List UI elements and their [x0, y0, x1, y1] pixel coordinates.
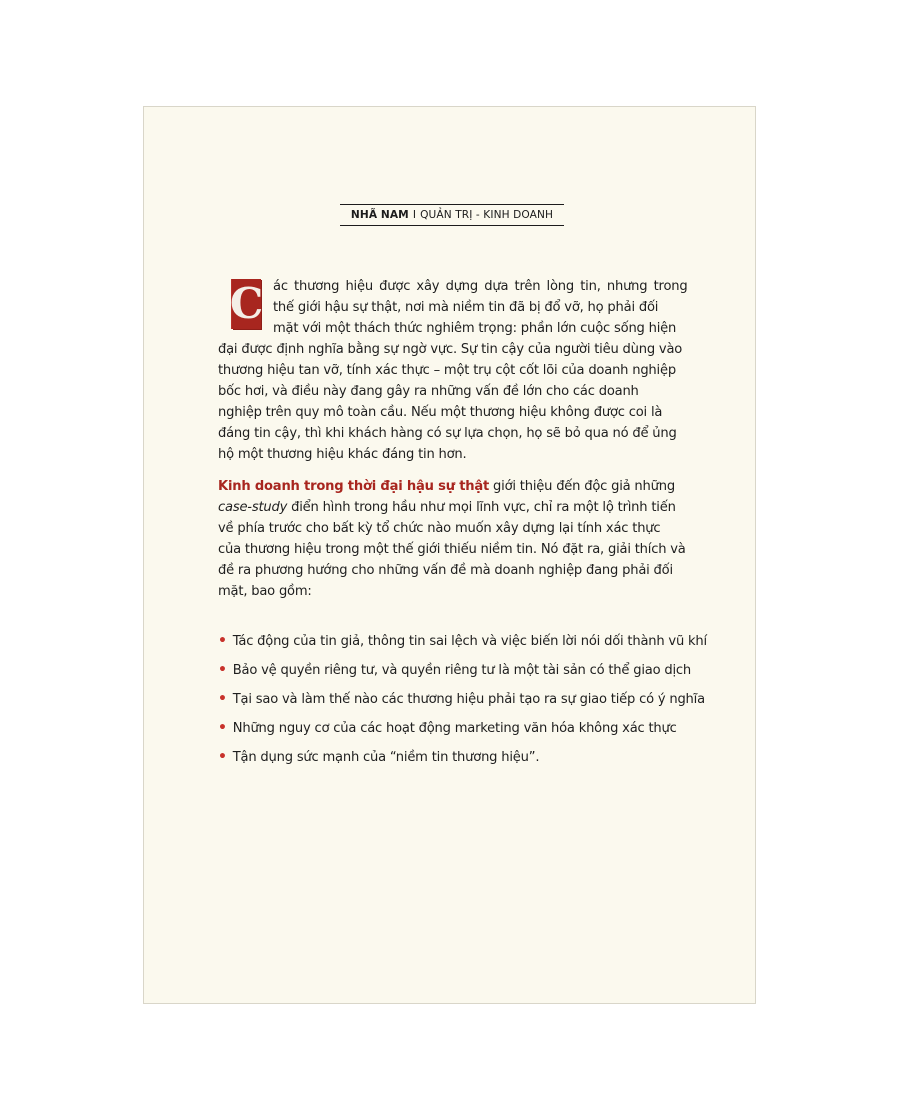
- intro-line: ác thương hiệu được xây dựng dựa trên lòng tin, nhưng trong: [273, 279, 688, 294]
- publisher-header: [340, 204, 564, 226]
- bullet-list: [218, 627, 707, 772]
- bullet-icon: •: [218, 633, 227, 649]
- description-text: [218, 275, 707, 772]
- bullet-icon: •: [218, 749, 227, 765]
- intro-line: đáng tin cậy, thì khi khách hàng có sự lựa chọn, họ sẽ bỏ qua nó để ủng: [218, 426, 677, 441]
- paragraph-line: case-study điển hình trong hầu như mọi lĩnh vực, chỉ ra một lộ trình tiến: [218, 500, 676, 515]
- bullet-icon: •: [218, 691, 227, 707]
- book-back-cover: [143, 106, 756, 1004]
- paragraph-line: của thương hiệu trong một thế giới thiếu niềm tin. Nó đặt ra, giải thích và: [218, 542, 686, 557]
- list-item: • Những nguy cơ của các hoạt động marketing văn hóa không xác thực: [218, 714, 687, 743]
- intro-line: bốc hơi, và điều này đang gây ra những vấn đề lớn cho các doanh: [218, 384, 639, 399]
- intro-line: mặt với một thách thức nghiêm trọng: phần lớn cuộc sống hiện: [273, 321, 677, 336]
- paragraph-line: mặt, bao gồm:: [218, 584, 312, 599]
- list-item: • Bảo vệ quyền riêng tư, và quyền riêng tư là một tài sản có thể giao dịch: [218, 656, 687, 685]
- list-item: • Tại sao và làm thế nào các thương hiệu phải tạo ra sự giao tiếp có ý nghĩa: [218, 685, 687, 714]
- bullet-icon: •: [218, 662, 227, 678]
- header-separator: I: [412, 209, 417, 221]
- paragraph-line: đề ra phương hướng cho những vấn đề mà doanh nghiệp đang phải đối: [218, 563, 673, 578]
- intro-paragraph: [218, 275, 687, 467]
- italic-term: case-study: [218, 500, 288, 515]
- intro-line: nghiệp trên quy mô toàn cầu. Nếu một thương hiệu không được coi là: [218, 405, 663, 420]
- list-item: • Tác động của tin giả, thông tin sai lệch và việc biến lời nói dối thành vũ khí: [218, 627, 687, 656]
- intro-line: thương hiệu tan vỡ, tính xác thực – một trụ cột cốt lõi của doanh nghiệp: [218, 363, 676, 378]
- intro-line: hộ một thương hiệu khác đáng tin hơn.: [218, 447, 467, 462]
- paragraph-line: về phía trước cho bất kỳ tổ chức nào muốn xây dựng lại tính xác thực: [218, 521, 661, 536]
- paragraph-line: Kinh doanh trong thời đại hậu sự thật giới thiệu đến độc giả những: [218, 479, 675, 494]
- second-paragraph: [218, 475, 687, 613]
- header-category: QUẢN TRỊ - KINH DOANH: [420, 209, 554, 221]
- list-item: • Tận dụng sức mạnh của “niềm tin thương hiệu”.: [218, 743, 687, 772]
- book-title: Kinh doanh trong thời đại hậu sự thật: [218, 479, 490, 494]
- bullet-icon: •: [218, 720, 227, 736]
- intro-line: đại được định nghĩa bằng sự ngờ vực. Sự tin cậy của người tiêu dùng vào: [218, 342, 683, 357]
- publisher-brand: NHÃ NAM: [350, 209, 409, 221]
- drop-cap: C: [229, 279, 264, 328]
- intro-line: thế giới hậu sự thật, nơi mà niềm tin đã bị đổ vỡ, họ phải đối: [273, 300, 659, 315]
